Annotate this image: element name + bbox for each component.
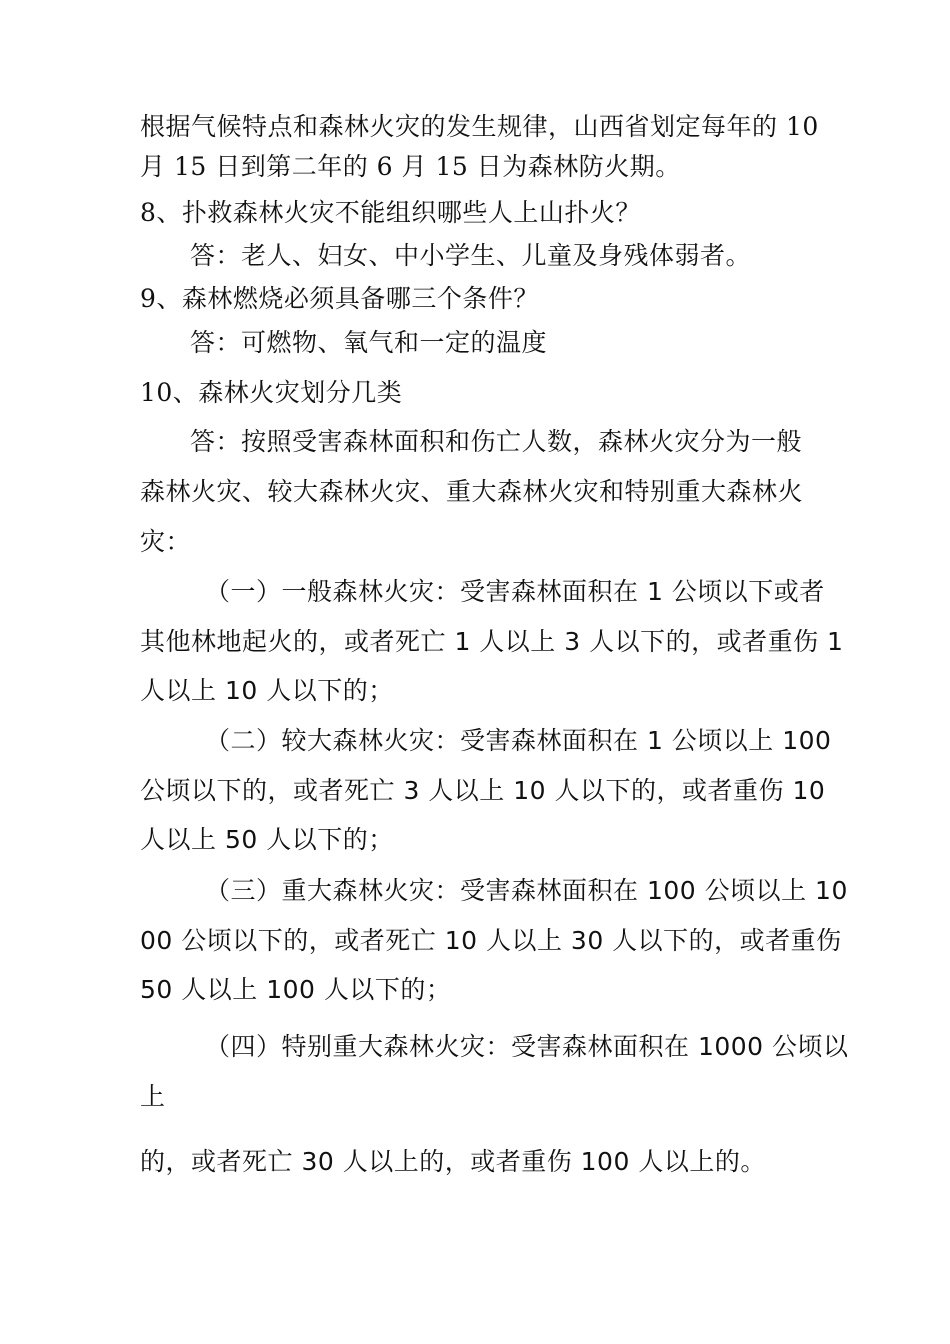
text-line: 上 (140, 1082, 166, 1111)
text-line: 根据气候特点和森林火灾的发生规律，山西省划定每年的 10 (140, 112, 819, 141)
text-line: 人以上 10 人以下的； (140, 676, 394, 705)
category-1: （一）一般森林火灾：受害森林面积在 1 公顷以下或者 (205, 577, 825, 606)
text-line: 50 人以上 100 人以下的； (140, 975, 452, 1004)
text-line: 其他林地起火的，或者死亡 1 人以上 3 人以下的，或者重伤 1 (140, 627, 844, 656)
text-line: 的，或者死亡 30 人以上的，或者重伤 100 人以上的。 (140, 1147, 766, 1176)
category-3: （三）重大森林火灾：受害森林面积在 100 公顷以上 10 (205, 876, 848, 905)
question-10: 10、森林火灾划分几类 (140, 378, 403, 407)
text-line: 灾： (140, 527, 192, 556)
text-line: 00 公顷以下的，或者死亡 10 人以上 30 人以下的，或者重伤 (140, 926, 842, 955)
text-line: 月 15 日到第二年的 6 月 15 日为森林防火期。 (140, 152, 681, 181)
question-8: 8、扑救森林火灾不能组织哪些人上山扑火？ (140, 198, 641, 227)
text-line: 公顷以下的，或者死亡 3 人以上 10 人以下的，或者重伤 10 (140, 776, 826, 805)
answer-10: 答：按照受害森林面积和伤亡人数，森林火灾分为一般 (190, 427, 803, 456)
question-9: 9、森林燃烧必须具备哪三个条件？ (140, 284, 539, 313)
text-line: 森林火灾、较大森林火灾、重大森林火灾和特别重大森林火 (140, 477, 804, 506)
category-2: （二）较大森林火灾：受害森林面积在 1 公顷以上 100 (205, 726, 832, 755)
answer-8: 答：老人、妇女、中小学生、儿童及身残体弱者。 (190, 241, 752, 270)
category-4: （四）特别重大森林火灾：受害森林面积在 1000 公顷以 (205, 1032, 849, 1061)
answer-9: 答：可燃物、氧气和一定的温度 (190, 328, 548, 357)
text-line: 人以上 50 人以下的； (140, 825, 394, 854)
